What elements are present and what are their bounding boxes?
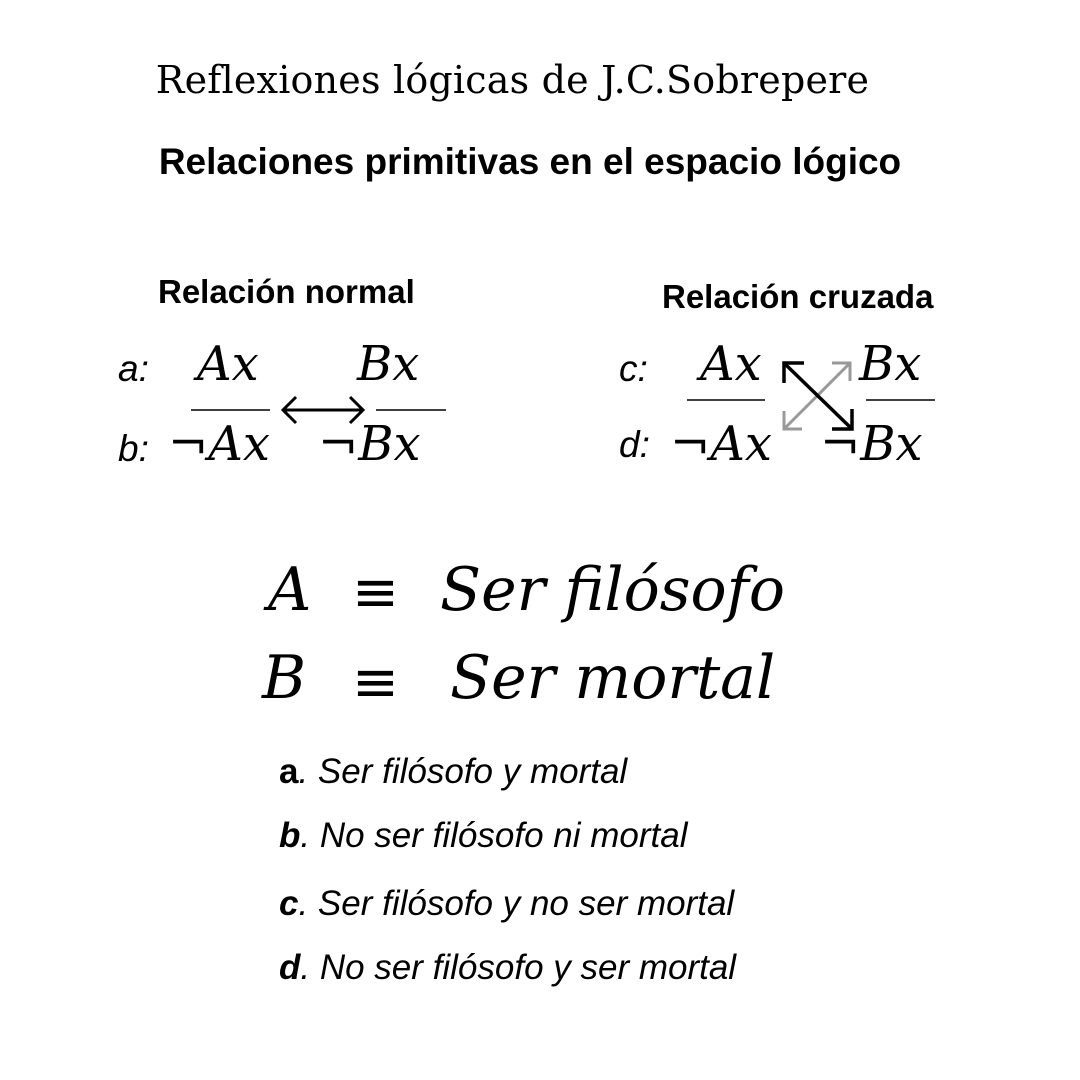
normal-label-b: b:: [118, 428, 149, 469]
definition-a-equiv: ≡: [352, 560, 399, 625]
normal-relation-title: Relación normal: [158, 273, 415, 310]
list-item-b: [279, 816, 687, 856]
double-arrow-icon: [283, 397, 363, 423]
list-text-a: . Ser filósofo y mortal: [298, 752, 628, 791]
definition-b-symbol: B: [262, 643, 307, 713]
page-subtitle: Relaciones primitivas en el espacio lógico: [158, 141, 902, 182]
list-text-d: . No ser filósofo y ser mortal: [300, 948, 737, 987]
list-key-d: d: [279, 948, 301, 987]
list-item-c: [279, 884, 734, 924]
definition-b-meaning: Ser mortal: [450, 643, 776, 713]
crossed-relation-title: Relación cruzada: [662, 278, 934, 315]
crossed-label-d: d:: [619, 424, 650, 465]
normal-ax: Ax: [197, 336, 259, 392]
list-key-b: b: [279, 816, 301, 855]
definition-a-meaning: Ser filósofo: [440, 555, 785, 625]
list-text-c: . Ser filósofo y no ser mortal: [298, 884, 735, 923]
list-item-d: [279, 948, 736, 988]
crossed-label-c: c:: [619, 348, 648, 389]
list-key-c: c: [279, 884, 299, 923]
definition-a-symbol: A: [268, 555, 312, 625]
crossed-not-bx: ¬Bx: [820, 416, 923, 472]
normal-not-ax: ¬Ax: [168, 416, 270, 472]
author-title: Reflexiones lógicas de J.C.Sobrepere: [155, 58, 870, 102]
crossed-relation-diagram: [680, 355, 950, 445]
crossed-bx: Bx: [859, 336, 922, 392]
definition-b-equiv: ≡: [352, 650, 399, 715]
list-item-a: [279, 752, 627, 792]
normal-relation-diagram: [180, 390, 460, 430]
normal-not-bx: ¬Bx: [318, 416, 421, 472]
list-key-a: a: [279, 752, 299, 791]
crossed-not-ax: ¬Ax: [670, 416, 772, 472]
list-text-b: . No ser filósofo ni mortal: [300, 816, 688, 855]
normal-bx: Bx: [357, 336, 420, 392]
crossed-ax: Ax: [700, 336, 762, 392]
normal-label-a: a:: [118, 348, 149, 389]
